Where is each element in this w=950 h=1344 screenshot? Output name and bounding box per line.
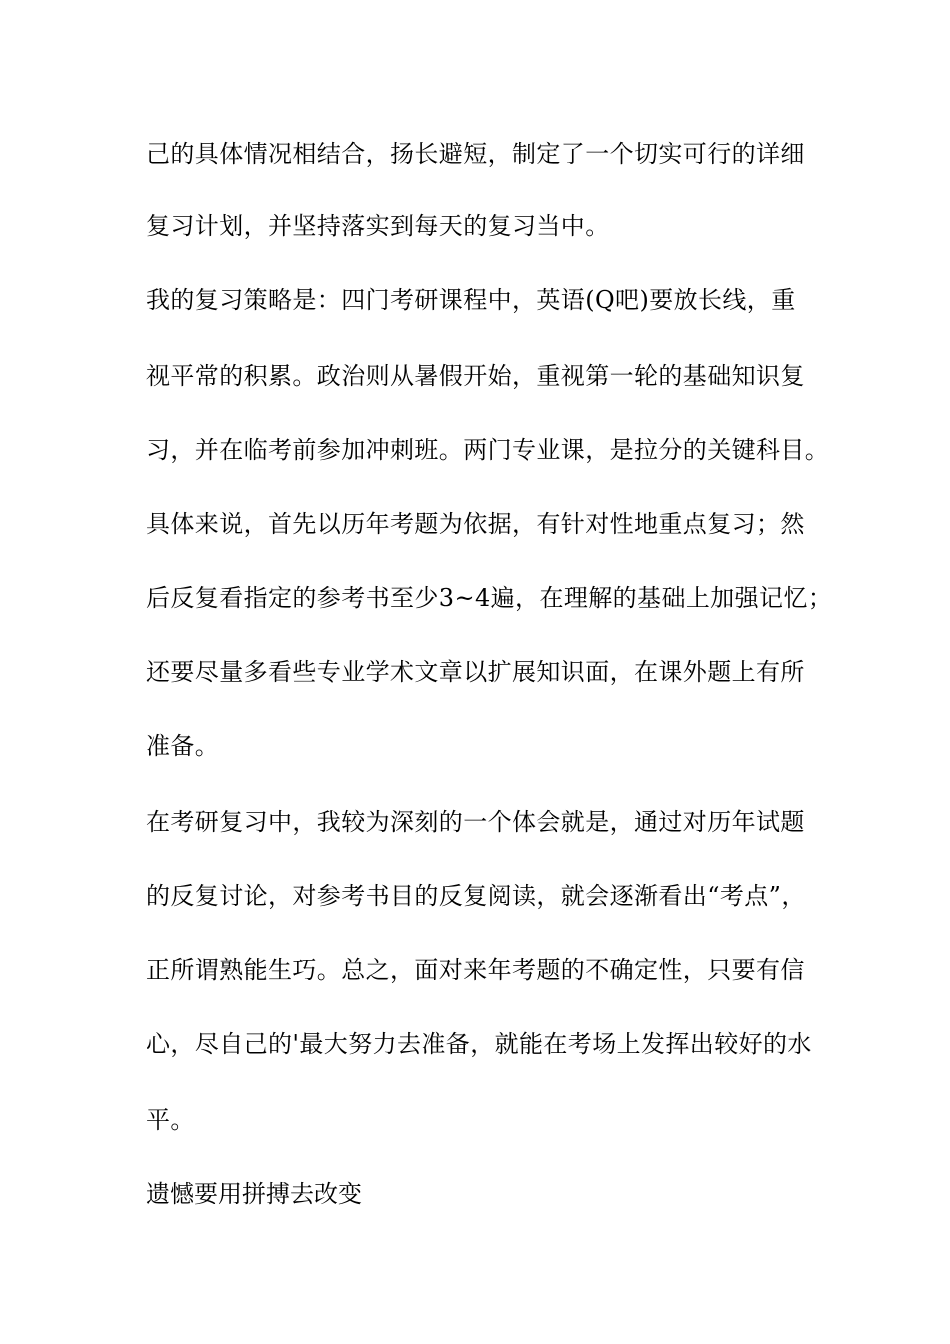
paragraph-line: 在考研复习中，我较为深刻的一个体会就是，通过对历年试题 (146, 808, 805, 836)
paragraph-line: 己的具体情况相结合，扬长避短，制定了一个切实可行的详细 (146, 140, 805, 168)
paragraph-line: 我的复习策略是：四门考研课程中，英语(Q吧)要放长线，重 (146, 286, 796, 314)
paragraph-line: 准备。 (146, 732, 220, 760)
paragraph-line: 习，并在临考前参加冲刺班。两门专业课，是拉分的关键科目。 (146, 436, 830, 464)
paragraph-line: 正所谓熟能生巧。总之，面对来年考题的不确定性，只要有信 (146, 956, 805, 984)
section-heading: 遗憾要用拼搏去改变 (146, 1180, 362, 1208)
paragraph-line: 还要尽量多看些专业学术文章以扩展知识面，在课外题上有所 (146, 658, 805, 686)
paragraph-line: 平。 (146, 1106, 195, 1134)
paragraph-line: 视平常的积累。政治则从暑假开始，重视第一轮的基础知识复 (146, 362, 805, 390)
paragraph-line: 后反复看指定的参考书至少3~4遍，在理解的基础上加强记忆； (146, 584, 833, 612)
paragraph-line: 心，尽自己的'最大努力去准备，就能在考场上发挥出较好的水 (146, 1030, 812, 1058)
paragraph-line: 复习计划，并坚持落实到每天的复习当中。 (146, 212, 610, 240)
paragraph-line: 的反复讨论，对参考书目的反复阅读，就会逐渐看出“考点”， (146, 882, 806, 910)
paragraph-line: 具体来说，首先以历年考题为依据，有针对性地重点复习；然 (146, 510, 805, 538)
